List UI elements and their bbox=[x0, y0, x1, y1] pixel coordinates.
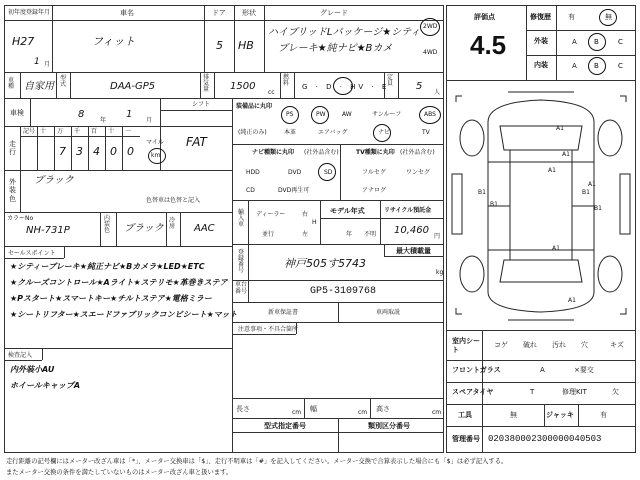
mileage-header: 一 bbox=[125, 128, 132, 135]
max-load-label: 最大積載量 bbox=[396, 247, 431, 255]
spare-tire-label: スペアタイヤ bbox=[452, 388, 494, 396]
type-no-label: 型式指定番号 bbox=[264, 422, 306, 430]
mark-10: A1 bbox=[568, 297, 576, 304]
ext-grade-c: C bbox=[618, 38, 623, 46]
drive-2wd: 2WD bbox=[423, 23, 438, 30]
front-glass-value: A bbox=[540, 366, 545, 374]
mileage-digit: 0 bbox=[127, 145, 134, 158]
mark-4: A1 bbox=[588, 181, 596, 188]
spare-tire-none: 欠 bbox=[612, 388, 619, 396]
score-label: 評価点 bbox=[474, 13, 495, 21]
mileage-unit-mile: マイル bbox=[146, 139, 164, 146]
import-dealer: ディーラー bbox=[256, 211, 286, 218]
tv-analog: アナログ bbox=[362, 187, 387, 194]
inspection-year-unit: 年 bbox=[100, 117, 107, 124]
int-grade-b-circle bbox=[588, 57, 606, 75]
seat-item: コゲ bbox=[494, 341, 508, 349]
displacement-unit: cc bbox=[268, 89, 275, 96]
dim-width-unit: cm bbox=[358, 409, 368, 416]
navi-dvd: DVD bbox=[288, 169, 302, 176]
score-value: 4.5 bbox=[470, 30, 507, 60]
equipment-item: 本革 bbox=[284, 129, 297, 136]
seat-item: 破れ bbox=[523, 341, 537, 349]
car-damage-diagram bbox=[448, 82, 634, 328]
dim-width: 幅 bbox=[310, 405, 317, 413]
front-glass-value2: ×要交 bbox=[574, 366, 594, 374]
mgmt-label: 管理番号 bbox=[452, 435, 480, 443]
mileage-header: 十 bbox=[40, 128, 47, 135]
spare-tire-t: T bbox=[530, 388, 535, 396]
equipment-item: TV bbox=[422, 129, 430, 136]
shape-value: HB bbox=[238, 39, 254, 52]
equipment-item: サンルーフ bbox=[372, 111, 402, 118]
navi-label: ナビ種類に丸印 bbox=[252, 149, 295, 156]
mileage-digit: 0 bbox=[110, 145, 117, 158]
mileage-header: 十 bbox=[108, 128, 115, 135]
notes-label: 注意事項・不具合箇所 bbox=[238, 326, 299, 333]
navi-sd-circle bbox=[318, 163, 336, 181]
mileage-digit: 3 bbox=[76, 145, 83, 158]
exterior-label: 外装色 bbox=[9, 178, 16, 203]
equipment-item: PW bbox=[316, 111, 326, 118]
import-hand: H bbox=[312, 219, 317, 226]
repair-no: 無 bbox=[605, 13, 612, 21]
sales-point-line-2: ★クルーズコントロール★Aライト★ステリモ★革巻きステア bbox=[10, 278, 228, 287]
grade-line1: ハイブリッドLパッケージ★シティ bbox=[268, 27, 421, 38]
car-name: フィット bbox=[92, 35, 136, 48]
reg-month: 1 bbox=[34, 57, 40, 67]
use-value: 自家用 bbox=[24, 81, 54, 92]
navi-sd: SD bbox=[324, 169, 333, 176]
tv-fullseg: フルセグ bbox=[362, 169, 386, 176]
inspector-line-1: 内外装小AU bbox=[10, 365, 55, 374]
import-parallel: 並行 bbox=[262, 231, 275, 238]
color-code-value: NH-731P bbox=[26, 225, 70, 236]
import-left: 左 bbox=[302, 231, 309, 238]
mileage-header: 万 bbox=[57, 128, 64, 135]
grade-label: グレード bbox=[320, 9, 348, 17]
exterior-value: ブラック bbox=[34, 175, 74, 186]
tools-value: 無 bbox=[510, 411, 517, 419]
capacity-label: 定員 bbox=[387, 74, 394, 87]
inspection-month: 1 bbox=[126, 109, 133, 120]
jack-label: ジャッキ bbox=[546, 411, 574, 419]
manual: 車両取説 bbox=[376, 309, 401, 316]
equipment-circle bbox=[419, 106, 441, 124]
inspection-label: 車検 bbox=[10, 109, 24, 117]
tv-label: TV種類に丸印 bbox=[356, 149, 395, 156]
navi-cd: CD bbox=[246, 187, 255, 194]
navi-hdd: HDD bbox=[246, 169, 260, 176]
interior-color-label: 内装色 bbox=[104, 215, 111, 234]
dim-height-unit: cm bbox=[432, 409, 442, 416]
repair-label: 修復歴 bbox=[530, 13, 551, 21]
interior-seat-label: 室内シート bbox=[452, 337, 480, 355]
equipment-item: AW bbox=[342, 111, 352, 118]
mileage-header: 記号 bbox=[23, 128, 36, 135]
reg-month-unit: 月 bbox=[44, 61, 51, 68]
equipment-sub: (純正のみ) bbox=[238, 129, 267, 136]
exterior-note: 色替車は色替と記入 bbox=[146, 197, 201, 204]
int-grade-a: A bbox=[572, 62, 577, 70]
ac-value: AAC bbox=[194, 223, 215, 234]
front-glass-label: フロントガラス bbox=[452, 366, 501, 374]
fuel-label: 燃料 bbox=[283, 74, 290, 87]
mark-8: B1 bbox=[594, 205, 602, 212]
grade-line2: ブレーキ★純ナビ★Bカメ bbox=[278, 43, 393, 54]
doors-label: ドア bbox=[212, 9, 226, 17]
model-year-unknown: 不明 bbox=[364, 231, 377, 238]
doors-value: 5 bbox=[216, 39, 223, 52]
plate-value: 神戸505す5743 bbox=[284, 257, 366, 270]
mileage-digit: 4 bbox=[93, 145, 100, 158]
equipment-item: ナビ bbox=[378, 129, 391, 136]
spare-tire-kit: 修理KIT bbox=[562, 388, 587, 396]
seat-item: 穴 bbox=[581, 341, 588, 349]
equipment-circle bbox=[373, 124, 391, 142]
recycle-unit: 円 bbox=[434, 233, 441, 240]
capacity-unit: 人 bbox=[434, 89, 441, 96]
model-year-unit: 年 bbox=[346, 231, 353, 238]
ac-label: 冷房 bbox=[169, 217, 176, 230]
mark-1: A1 bbox=[556, 125, 564, 132]
ext-grade-b-circle bbox=[588, 33, 606, 51]
seat-item: キズ bbox=[610, 341, 624, 349]
mileage-header: 百 bbox=[91, 128, 98, 135]
repair-yes: 有 bbox=[568, 13, 575, 21]
chassis-value: GP5-3109768 bbox=[310, 286, 377, 297]
navi-sub: (社外品含む) bbox=[304, 149, 339, 156]
inspection-month-unit: 月 bbox=[146, 117, 153, 124]
fuel-options: G · D · HV · E bbox=[302, 83, 390, 91]
equipment-circle bbox=[311, 106, 329, 124]
interior-color-value: ブラック bbox=[124, 223, 164, 234]
tv-sub: (社外品含む) bbox=[400, 149, 435, 156]
mileage-unit-km: km bbox=[151, 152, 161, 159]
chassis-label: 車台番号 bbox=[235, 281, 248, 295]
sales-point-label: セールスポイント bbox=[8, 250, 56, 257]
inspector-line-2: ホイールキャップA bbox=[10, 381, 81, 390]
seat-item: 汚れ bbox=[552, 341, 566, 349]
class-no-label: 類別区分番号 bbox=[368, 422, 410, 430]
model-year-label: モデル年式 bbox=[330, 207, 365, 215]
equipment-circle bbox=[281, 106, 299, 124]
dim-length-unit: cm bbox=[292, 409, 302, 416]
footer-line-1: 走行距離の記号欄にはメーター改ざん車は「*」、メーター交換車は「$」、走行不明車は「#」を記入してください。メーター交換で合算表示した場合にも「$」は必ず記入する。 bbox=[6, 458, 508, 465]
inspector-label: 検査記入 bbox=[8, 352, 33, 359]
type-label: 型式 bbox=[60, 75, 67, 88]
car-name-label: 車名 bbox=[120, 9, 134, 17]
sales-point-line-4: ★シートリフター★スエードファブリックコンビシート★マット bbox=[10, 310, 238, 319]
navi-dvd-play: DVD再生可 bbox=[278, 187, 310, 194]
sales-point-line-3: ★Pスタート★スマートキー★チルトステア★電格ミラー bbox=[10, 294, 212, 303]
mileage-label: 走行 bbox=[9, 140, 16, 157]
capacity-value: 5 bbox=[416, 81, 423, 92]
mileage-header: 千 bbox=[74, 128, 81, 135]
mileage-digit: 7 bbox=[59, 145, 66, 158]
inspection-year: 8 bbox=[78, 109, 85, 120]
mgmt-value: 020380002300000040503 bbox=[488, 434, 602, 444]
dim-height: 高さ bbox=[376, 405, 390, 413]
exterior-grade-label: 外装 bbox=[534, 37, 548, 45]
mark-3: A1 bbox=[548, 167, 556, 174]
max-load-unit: kg bbox=[436, 269, 444, 276]
jack-value: 有 bbox=[600, 411, 607, 419]
sales-point-line-1: ★シティーブレーキ★純正ナビ★Bカメラ★LED★ETC bbox=[10, 262, 205, 271]
mark-6: B1 bbox=[490, 201, 498, 208]
recycle-value: 10,460 bbox=[394, 225, 429, 236]
displacement-label: 排気量 bbox=[203, 74, 210, 93]
shift-value: FAT bbox=[186, 135, 207, 149]
reg-era: H27 bbox=[12, 35, 35, 48]
ext-grade-b: B bbox=[594, 38, 599, 46]
equipment-item: ABS bbox=[424, 111, 436, 118]
dim-length: 長さ bbox=[236, 405, 250, 413]
tv-oneseg: ワンセグ bbox=[406, 169, 431, 176]
type-value: DAA-GP5 bbox=[110, 81, 156, 92]
mark-7: B1 bbox=[582, 189, 590, 196]
import-label: 輸入車 bbox=[238, 209, 245, 228]
equipment-label: 装備品に丸印 bbox=[236, 103, 273, 110]
interior-grade-label: 内装 bbox=[534, 61, 548, 69]
int-grade-c: C bbox=[618, 62, 623, 70]
fuel-hv-circle bbox=[333, 77, 353, 95]
displacement-value: 1500 bbox=[230, 81, 256, 92]
new-warranty: 新車保証書 bbox=[268, 309, 299, 316]
tools-label: 工具 bbox=[458, 411, 472, 419]
mark-2: A1 bbox=[562, 151, 570, 158]
color-code-label: カラーNo bbox=[7, 215, 34, 222]
first-reg-label: 初年度登録年月 bbox=[8, 9, 51, 16]
ext-grade-a: A bbox=[572, 38, 577, 46]
int-grade-b: B bbox=[594, 62, 599, 70]
recycle-label: リサイクル預託金 bbox=[384, 207, 432, 214]
shift-label: シフト bbox=[192, 101, 211, 108]
mark-9: A1 bbox=[552, 245, 560, 252]
equipment-item: PS bbox=[286, 111, 294, 118]
plate-label: 登録番号 bbox=[238, 249, 245, 274]
repair-no-circle bbox=[599, 9, 617, 26]
use-label: 車種 bbox=[8, 77, 15, 90]
equipment-item: エアバッグ bbox=[318, 129, 348, 136]
footer-line-2: またメーター交換の条件を満たしていないものはメーター改ざん車と扱います。 bbox=[6, 469, 233, 476]
drive-4wd: 4WD bbox=[423, 49, 438, 56]
shape-label: 形状 bbox=[242, 9, 256, 17]
import-right: 右 bbox=[302, 211, 309, 218]
mark-5: B1 bbox=[478, 189, 486, 196]
